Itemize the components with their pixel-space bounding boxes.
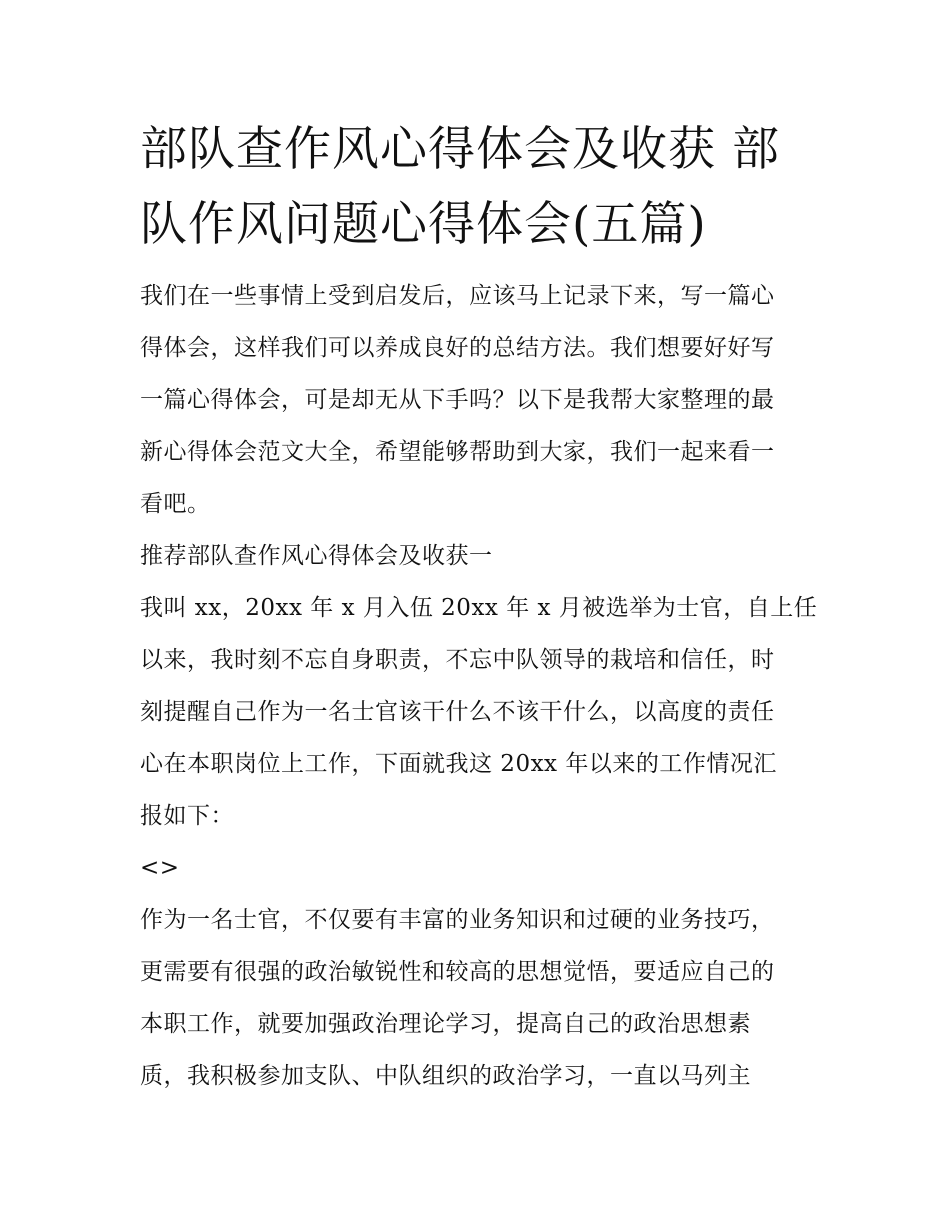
text-line: 质，我积极参加支队、中队组织的政治学习，一直以马列主 <box>140 1063 751 1089</box>
document-title <box>140 112 815 262</box>
text-line: 更需要有很强的政治敏锐性和较高的思想觉悟，要适应自己的 <box>140 959 775 985</box>
marker-line <box>140 842 815 894</box>
text-line: 心在本职岗位上工作，下面就我这 20xx 年以来的工作情况汇 <box>140 751 777 777</box>
text-line: 一篇心得体会，可是却无从下手吗？以下是我帮大家整理的最 <box>140 387 775 413</box>
text-line: 我叫 xx，20xx 年 x 月入伍 20xx 年 x 月被选举为士官，自上任 <box>140 595 818 621</box>
text-line: 本职工作，就要加强政治理论学习，提高自己的政治思想素 <box>140 1011 751 1037</box>
section-heading-text: 推荐部队查作风心得体会及收获一 <box>140 543 493 569</box>
text-line: 报如下： <box>140 803 234 829</box>
text-line: 新心得体会范文大全，希望能够帮助到大家，我们一起来看一 <box>140 439 775 465</box>
text-line: 我们在一些事情上受到启发后，应该马上记录下来，写一篇心 <box>140 283 775 309</box>
body-paragraph-1 <box>140 582 818 842</box>
text-line: 刻提醒自己作为一名士官该干什么不该干什么，以高度的责任 <box>140 699 775 725</box>
intro-paragraph <box>140 270 815 530</box>
text-line: 以来，我时刻不忘自身职责，不忘中队领导的栽培和信任，时 <box>140 647 775 673</box>
text-line: 得体会，这样我们可以养成良好的总结方法。我们想要好好写 <box>140 335 775 361</box>
section-heading <box>140 530 815 582</box>
title-line: 部队查作风心得体会及收获 部 <box>140 122 780 177</box>
text-line: 作为一名士官，不仅要有丰富的业务知识和过硬的业务技巧， <box>140 907 775 933</box>
marker-text: <> <box>140 855 180 881</box>
title-line: 队作风问题心得体会(五篇) <box>140 197 707 252</box>
document-page <box>140 112 818 1102</box>
text-line: 看吧。 <box>140 491 211 517</box>
body-paragraph-2 <box>140 894 815 1102</box>
